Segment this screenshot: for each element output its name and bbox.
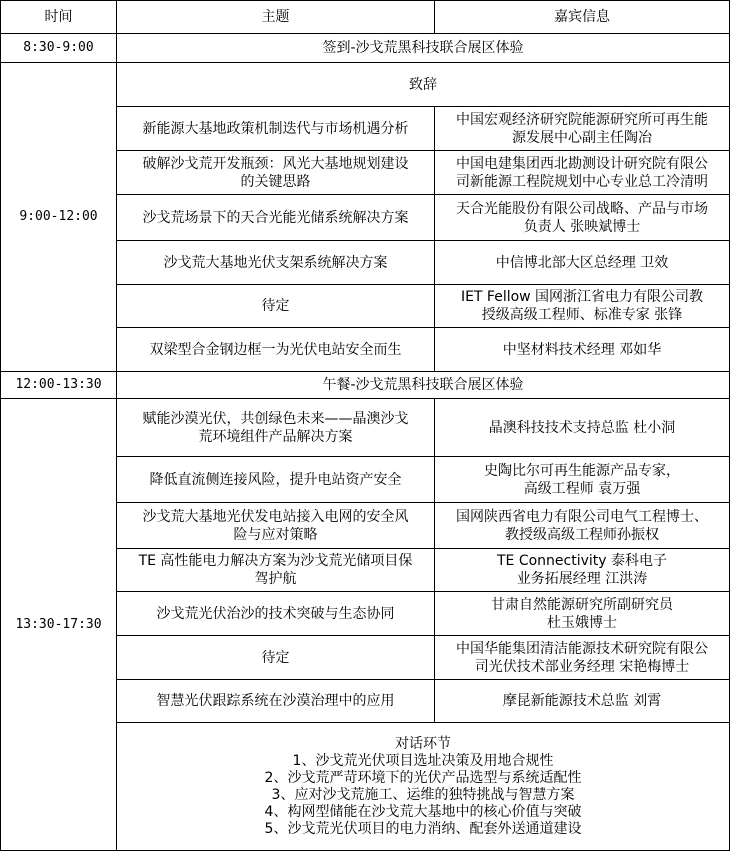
panel-item: 5、沙戈荒光伏项目的电力消纳、配套外送通道建设 bbox=[264, 820, 582, 837]
guest-line: 史陶比尔可再生能源产品专家， bbox=[484, 462, 680, 479]
talk-topic bbox=[116, 456, 435, 503]
topic-line: 待定 bbox=[261, 298, 290, 314]
talk-guest bbox=[434, 502, 730, 549]
topic-line: TE 高性能电力解决方案为沙戈荒光储项目保 bbox=[138, 553, 413, 569]
lunch-label: 午餐-沙戈荒黑科技联合展区体验 bbox=[322, 377, 524, 393]
guest-line: 司新能源工程院规划中心专业总工冷清明 bbox=[456, 173, 708, 190]
panel-title: 对话环节 bbox=[395, 735, 451, 752]
talk-topic bbox=[116, 591, 435, 636]
guest-line: 国网陕西省电力有限公司电气工程博士、 bbox=[456, 508, 708, 525]
talk-guest bbox=[434, 591, 730, 636]
opening-remarks-row bbox=[116, 62, 730, 107]
guest-line: 杜玉娥博士 bbox=[547, 614, 617, 631]
panel-item: 1、沙戈荒光伏项目选址决策及用地合规性 bbox=[292, 752, 554, 769]
talk-topic bbox=[116, 635, 435, 680]
header-time-label: 时间 bbox=[44, 9, 73, 25]
guest-line: 中国华能集团清洁能源技术研究院有限公 bbox=[456, 640, 708, 657]
guest-line: 中国宏观经济研究院能源研究所可再生能 bbox=[456, 111, 708, 128]
panel-item: 4、构网型储能在沙戈荒大基地中的核心价值与突破 bbox=[264, 803, 582, 820]
panel-discussion bbox=[116, 722, 730, 851]
topic-line: 破解沙戈荒开发瓶颈：风光大基地规划建设 bbox=[142, 155, 409, 172]
topic-line: 沙戈荒大基地光伏支架系统解决方案 bbox=[163, 254, 388, 271]
guest-line: 中国电建集团西北勘测设计研究院有限公 bbox=[456, 155, 708, 172]
guest-line: 司光伏技术部业务经理 宋艳梅博士 bbox=[474, 658, 690, 675]
talk-guest bbox=[434, 150, 730, 195]
session-time-morning bbox=[0, 62, 117, 372]
topic-line: 待定 bbox=[261, 649, 290, 666]
topic-line: 智慧光伏跟踪系统在沙漠治理中的应用 bbox=[156, 693, 395, 709]
checkin-label: 签到-沙戈荒黑科技联合展区体验 bbox=[322, 40, 524, 56]
topic-line: 沙戈荒场景下的天合光能光储系统解决方案 bbox=[142, 209, 409, 226]
talk-guest bbox=[434, 106, 730, 151]
guest-line: 甘肃自然能源研究所副研究员 bbox=[491, 596, 673, 613]
guest-line: 摩昆新能源技术总监 刘霄 bbox=[502, 693, 662, 709]
talk-topic bbox=[116, 240, 435, 285]
topic-line: 险与应对策略 bbox=[233, 526, 318, 543]
talk-guest bbox=[434, 679, 730, 723]
time-label: 12:00-13:30 bbox=[15, 377, 102, 392]
talk-guest bbox=[434, 284, 730, 328]
talk-guest bbox=[434, 327, 730, 372]
header-time bbox=[0, 0, 117, 34]
talk-topic bbox=[116, 679, 435, 723]
topic-line: 荒环境组件产品解决方案 bbox=[198, 428, 353, 445]
time-label: 9:00-12:00 bbox=[19, 209, 98, 224]
guest-line: 中坚材料技术经理 邓如华 bbox=[502, 341, 662, 358]
topic-line: 驾护航 bbox=[254, 571, 297, 587]
time-label: 8:30-9:00 bbox=[23, 40, 94, 55]
session-time-checkin bbox=[0, 33, 117, 63]
talk-topic bbox=[116, 398, 435, 457]
header-topic-label: 主题 bbox=[261, 9, 290, 25]
topic-line: 的关键思路 bbox=[240, 173, 311, 190]
talk-topic bbox=[116, 150, 435, 195]
talk-topic bbox=[116, 194, 435, 241]
topic-line: 降低直流侧连接风险，提升电站资产安全 bbox=[149, 471, 402, 488]
panel-item: 2、沙戈荒严苛环境下的光伏产品选型与系统适配性 bbox=[264, 769, 582, 786]
guest-line: 源发展中心副主任陶冶 bbox=[512, 129, 652, 146]
guest-line: 业务拓展经理 江洪涛 bbox=[516, 571, 648, 587]
opening-label: 致辞 bbox=[409, 76, 437, 93]
guest-line: 中信博北部大区总经理 卫效 bbox=[495, 254, 669, 271]
talk-guest bbox=[434, 194, 730, 241]
guest-line: 教授级高级工程师孙振权 bbox=[505, 526, 659, 543]
guest-line: TE Connectivity 泰科电子 bbox=[496, 553, 668, 569]
talk-topic bbox=[116, 106, 435, 151]
talk-topic bbox=[116, 548, 435, 592]
guest-line: 负责人 张映斌博士 bbox=[523, 218, 641, 235]
header-topic bbox=[116, 0, 435, 34]
time-label: 13:30-17:30 bbox=[15, 616, 102, 632]
guest-line: IET Fellow 国网浙江省电力有限公司教 bbox=[460, 289, 704, 305]
talk-topic bbox=[116, 327, 435, 372]
topic-line: 双梁型合金钢边框一为光伏电站安全而生 bbox=[149, 341, 402, 358]
topic-line: 赋能沙漠光伏，共创绿色未来——晶澳沙戈 bbox=[142, 410, 409, 427]
talk-guest bbox=[434, 398, 730, 457]
header-guest bbox=[434, 0, 730, 34]
guest-line: 天合光能股份有限公司战略、产品与市场 bbox=[456, 200, 708, 217]
topic-line: 新能源大基地政策机制迭代与市场机遇分析 bbox=[142, 120, 409, 137]
topic-line: 沙戈荒光伏治沙的技术突破与生态协同 bbox=[156, 605, 395, 622]
lunch-row bbox=[116, 371, 730, 399]
talk-guest bbox=[434, 456, 730, 503]
guest-line: 晶澳科技技术支持总监 杜小洞 bbox=[488, 419, 676, 436]
talk-topic bbox=[116, 284, 435, 328]
talk-topic bbox=[116, 502, 435, 549]
guest-line: 授级高级工程师、标准专家 张锋 bbox=[481, 307, 683, 323]
session-time-lunch bbox=[0, 371, 117, 399]
panel-item: 3、应对沙戈荒施工、运维的独特挑战与智慧方案 bbox=[271, 786, 575, 803]
checkin-row bbox=[116, 33, 730, 63]
session-time-afternoon bbox=[0, 398, 117, 851]
header-guest-label: 嘉宾信息 bbox=[554, 9, 610, 25]
talk-guest bbox=[434, 240, 730, 285]
talk-guest bbox=[434, 548, 730, 592]
topic-line: 沙戈荒大基地光伏发电站接入电网的安全风 bbox=[142, 508, 409, 525]
talk-guest bbox=[434, 635, 730, 680]
guest-line: 高级工程师 袁万强 bbox=[523, 480, 641, 497]
